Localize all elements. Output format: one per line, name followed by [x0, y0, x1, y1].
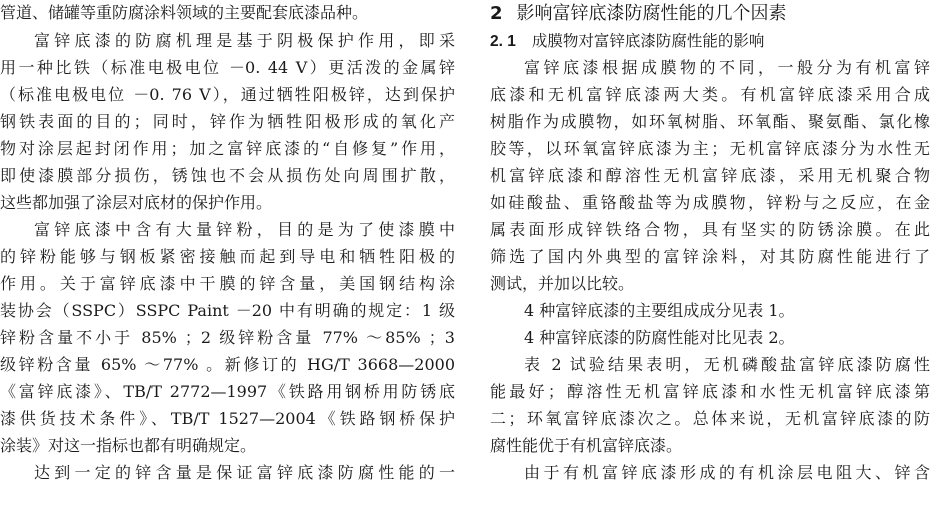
text-line: 装协会（SSPC）SSPC Paint －20 中有明确的规定：1 级: [0, 301, 455, 320]
text-line: 这些都加强了涂层对底材的保护作用。: [0, 193, 273, 212]
text-line: 底漆和无机富锌底漆两大类。有机富锌底漆采用合成: [490, 85, 930, 104]
text-line: 达到一定的锌含量是保证富锌底漆防腐性能的一: [34, 463, 455, 482]
text-line: 作用。关于富锌底漆中干膜的锌含量，美国钢结构涂: [0, 274, 455, 293]
text-line: 二；环氧富锌底漆次之。总体来说，无机富锌底漆的防: [490, 409, 930, 428]
text-line: 漆供货技术条件》、TB/T 1527—2004《铁路钢桥保护: [0, 409, 455, 428]
text-line: 级锌粉含量 65% ～77% 。新修订的 HG/T 3668—2000: [0, 355, 455, 374]
text-line: 的锌粉能够与钢板紧密接触而起到导电和牺牲阳极的: [0, 247, 455, 266]
text-line: 锌粉含量不小于 85% ；2 级锌粉含量 77% ～85% ；3: [0, 328, 455, 347]
text-line: 测试，并加以比较。: [490, 274, 635, 293]
text-line: 钢铁表面的目的；同时，锌作为牺牲阳极形成的氧化产: [0, 112, 455, 131]
text-line: 机富锌底漆和醇溶性无机富锌底漆，采用无机聚合物: [490, 166, 930, 185]
text-line: 能最好；醇溶性无机富锌底漆和水性无机富锌底漆第: [490, 382, 930, 401]
subsection-title: 成膜物对富锌底漆防腐性能的影响: [531, 32, 765, 50]
text-line: 腐性能优于有机富锌底漆。: [490, 436, 683, 455]
text-line: 富锌底漆的防腐机理是基于阴极保护作用，即采: [34, 31, 455, 50]
text-line: 涂装》对这一指标也都有明确规定。: [0, 436, 257, 455]
text-line: 管道、储罐等重防腐涂料领域的主要配套底漆品种。: [0, 3, 369, 22]
text-line: 由于有机富锌底漆形成的有机涂层电阻大、锌含: [524, 463, 930, 482]
section-heading: [490, 3, 930, 25]
text-line: 表 2 试验结果表明，无机磷酸盐富锌底漆防腐性: [524, 355, 930, 374]
text-line: 富锌底漆中含有大量锌粉，目的是为了使漆膜中: [34, 220, 455, 239]
text-line: 《富锌底漆》、TB/T 2772—1997《铁路用钢桥用防锈底: [0, 382, 455, 401]
text-line: 4 种富锌底漆的主要组成成分见表 1。: [524, 301, 795, 320]
text-line: 物对涂层起封闭作用；加之富锌底漆的“自修复”作用，: [0, 139, 455, 158]
section-number: 2: [490, 3, 503, 24]
subsection-heading: [490, 30, 930, 53]
text-line: （标准电极电位 －0. 76 V），通过牺牲阳极锌，达到保护: [0, 85, 455, 104]
text-line: 4 种富锌底漆的防腐性能对比见表 2。: [524, 328, 795, 347]
text-line: 筛选了国内外典型的富锌涂料，对其防腐性能进行了: [490, 247, 930, 266]
text-line: 属表面形成锌铁络合物，具有坚实的防锈涂膜。在此: [490, 220, 930, 239]
text-line: 富锌底漆根据成膜物的不同，一般分为有机富锌: [524, 58, 930, 77]
text-line: 用一种比铁（标准电极电位 －0. 44 V）更活泼的金属锌: [0, 58, 455, 77]
section-title: 影响富锌底漆防腐性能的几个因素: [516, 3, 787, 24]
subsection-number: 2. 1: [490, 33, 516, 50]
text-line: 树脂作为成膜物，如环氧树脂、环氧酯、聚氨酯、氯化橡: [490, 112, 930, 131]
text-line: 胶等，以环氧富锌底漆为主；无机富锌底漆分为水性无: [490, 139, 930, 158]
text-line: 即使漆膜部分损伤，锈蚀也不会从损伤处向周围扩散，: [0, 166, 455, 185]
text-line: 如硅酸盐、重铬酸盐等为成膜物，锌粉与之反应，在金: [490, 193, 930, 212]
